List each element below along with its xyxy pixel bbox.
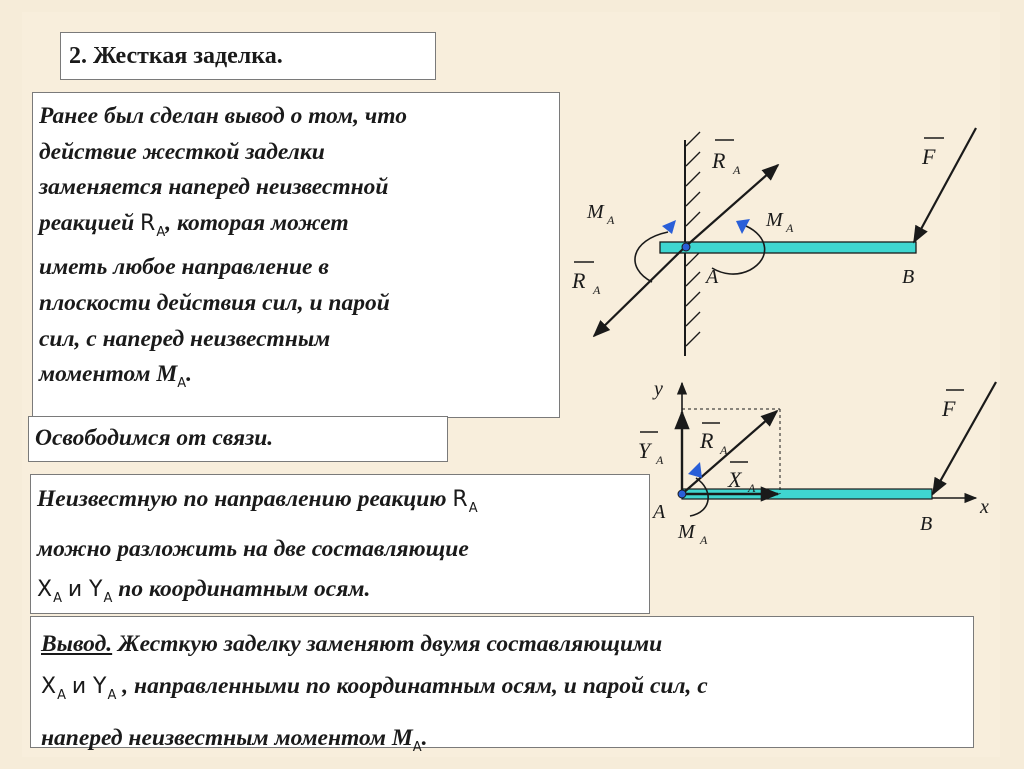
svg-text:X: X	[728, 467, 742, 492]
symbol-R: R	[140, 210, 157, 236]
svg-text:B: B	[920, 513, 933, 535]
svg-text:A: A	[607, 213, 615, 227]
intro-line-8: моментом $M_A$.	[39, 361, 193, 392]
point-A	[682, 243, 690, 251]
svg-text:B: B	[902, 266, 915, 288]
moment-left-arc	[635, 232, 668, 282]
svg-text:R: R	[700, 428, 714, 453]
beam-AB	[660, 242, 916, 253]
svg-text:x: x	[980, 496, 989, 518]
conclusion-line-3: наперед неизвестным моментом $M_A$.	[41, 725, 428, 755]
svg-text:A: A	[786, 221, 794, 235]
figure-fixed-support	[571, 128, 976, 356]
slide-title: 2. Жесткая заделка.	[60, 32, 436, 80]
moment-arrow-head-2	[688, 462, 702, 478]
svg-text:R: R	[712, 148, 726, 173]
intro-line-7: сил, с наперед неизвестным	[39, 325, 331, 352]
reaction-R-reverse-arrow	[594, 247, 685, 336]
svg-text:A: A	[700, 533, 708, 547]
decompose-line-1: Неизвестную по направлению реакцию $R_A$	[37, 486, 478, 516]
text-box-release: Освободимся от связи.	[28, 416, 448, 462]
intro-line-2: действие жесткой заделки	[39, 138, 325, 165]
point-A-2	[678, 490, 686, 498]
svg-text:F: F	[922, 144, 936, 169]
intro-line-6: плоскости действия сил, и парой	[39, 289, 390, 316]
svg-text:A: A	[706, 266, 719, 288]
svg-text:R: R	[572, 268, 586, 293]
svg-text:A: A	[720, 443, 728, 457]
svg-text:Y: Y	[638, 438, 651, 463]
svg-text:y: y	[654, 378, 663, 400]
decompose-line-2: можно разложить на две составляющие	[37, 536, 469, 562]
intro-line-3: заменяется наперед неизвестной	[39, 174, 389, 201]
svg-text:M: M	[587, 201, 604, 223]
conclusion-line-2: $X_A$ и $Y_A$ , направленными по координатным осям, и парой сил, с	[41, 673, 708, 703]
svg-text:F: F	[942, 396, 956, 421]
moment-arrow-head-left	[662, 220, 676, 234]
svg-text:A: A	[748, 481, 756, 495]
decompose-line-3: $X_A$ и $Y_A$ по координатным осям.	[37, 576, 371, 606]
intro-line-5: иметь любое направление в	[39, 254, 329, 281]
svg-text:A: A	[653, 501, 666, 523]
reaction-R-arrow	[685, 165, 778, 247]
intro-line-4: реакцией $R_A$, которая может	[39, 209, 349, 240]
svg-text:A: A	[593, 283, 601, 297]
intro-line-1: Ранее был сделан вывод о том, что	[39, 103, 407, 129]
svg-text:A: A	[656, 453, 664, 467]
svg-text:A: A	[733, 163, 741, 177]
conclusion-line-1: Вывод. Жесткую заделку заменяют двумя составляющими	[41, 631, 663, 657]
svg-text:M: M	[766, 209, 783, 231]
svg-text:M: M	[678, 521, 695, 543]
figure-free-body	[638, 378, 996, 547]
